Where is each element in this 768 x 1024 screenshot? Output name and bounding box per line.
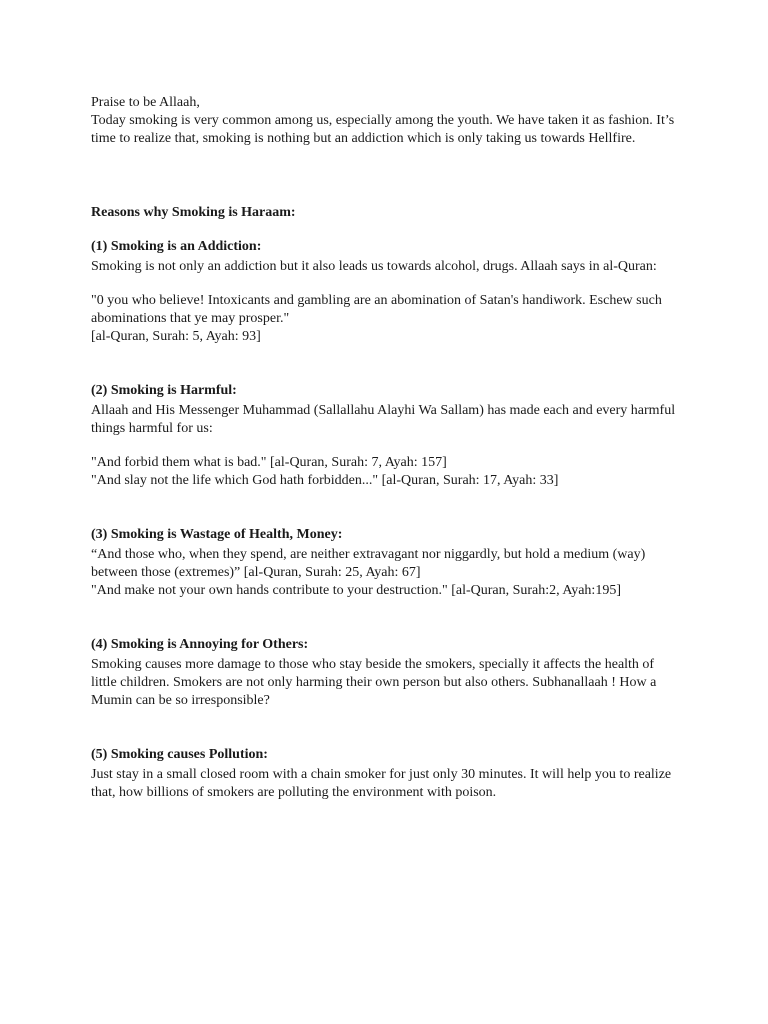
section-1-heading: (1) Smoking is an Addiction:	[91, 239, 262, 254]
section-2-quote-1: "And forbid them what is bad." [al-Quran, Surah: 7, Ayah: 157]	[91, 455, 447, 470]
section-2-quote-2: "And slay not the life which God hath forbidden..." [al-Quran, Surah: 17, Ayah: 33]	[91, 473, 559, 488]
reasons-heading: Reasons why Smoking is Haraam:	[91, 205, 296, 220]
section-4-body: Smoking causes more damage to those who stay beside the smokers, specially it affects the health of little children. Smokers are not only harming their own person but also others. Subhanallaah ! How a Mumin can be so irresponsible?	[91, 657, 657, 708]
section-5-body: Just stay in a small closed room with a chain smoker for just only 30 minutes. It will help you to realize that, how billions of smokers are polluting the environment with poison.	[91, 767, 672, 800]
section-3-quote-1: “And those who, when they spend, are neither extravagant nor niggardly, but hold a medium (way) between those (extremes)” [al-Quran, Surah: 25, Ayah: 67]	[91, 547, 646, 580]
section-3-heading: (3) Smoking is Wastage of Health, Money:	[91, 527, 343, 542]
section-2-body: Allaah and His Messenger Muhammad (Sallallahu Alayhi Wa Sallam) has made each and every harmful things harmful for us:	[91, 403, 676, 436]
section-4-heading: (4) Smoking is Annoying for Others:	[91, 637, 309, 652]
greeting: Praise to be Allaah,	[91, 95, 200, 110]
section-1-quote: "0 you who believe! Intoxicants and gambling are an abomination of Satan's handiwork. Eschew such abominations that ye may prosper."	[91, 293, 662, 326]
section-2-heading: (2) Smoking is Harmful:	[91, 383, 237, 398]
section-3-quote-2: "And make not your own hands contribute to your destruction." [al-Quran, Surah:2, Ayah:195]	[91, 583, 621, 598]
section-5-heading: (5) Smoking causes Pollution:	[91, 747, 268, 762]
section-1-body: Smoking is not only an addiction but it also leads us towards alcohol, drugs. Allaah says in al-Quran:	[91, 259, 657, 274]
section-1-reference: [al-Quran, Surah: 5, Ayah: 93]	[91, 329, 261, 344]
document-page	[91, 94, 681, 802]
intro-paragraph: Today smoking is very common among us, especially among the youth. We have taken it as fashion. It’s time to realize that, smoking is nothing but an addiction which is only taking us towards Hellfire.	[91, 113, 675, 146]
